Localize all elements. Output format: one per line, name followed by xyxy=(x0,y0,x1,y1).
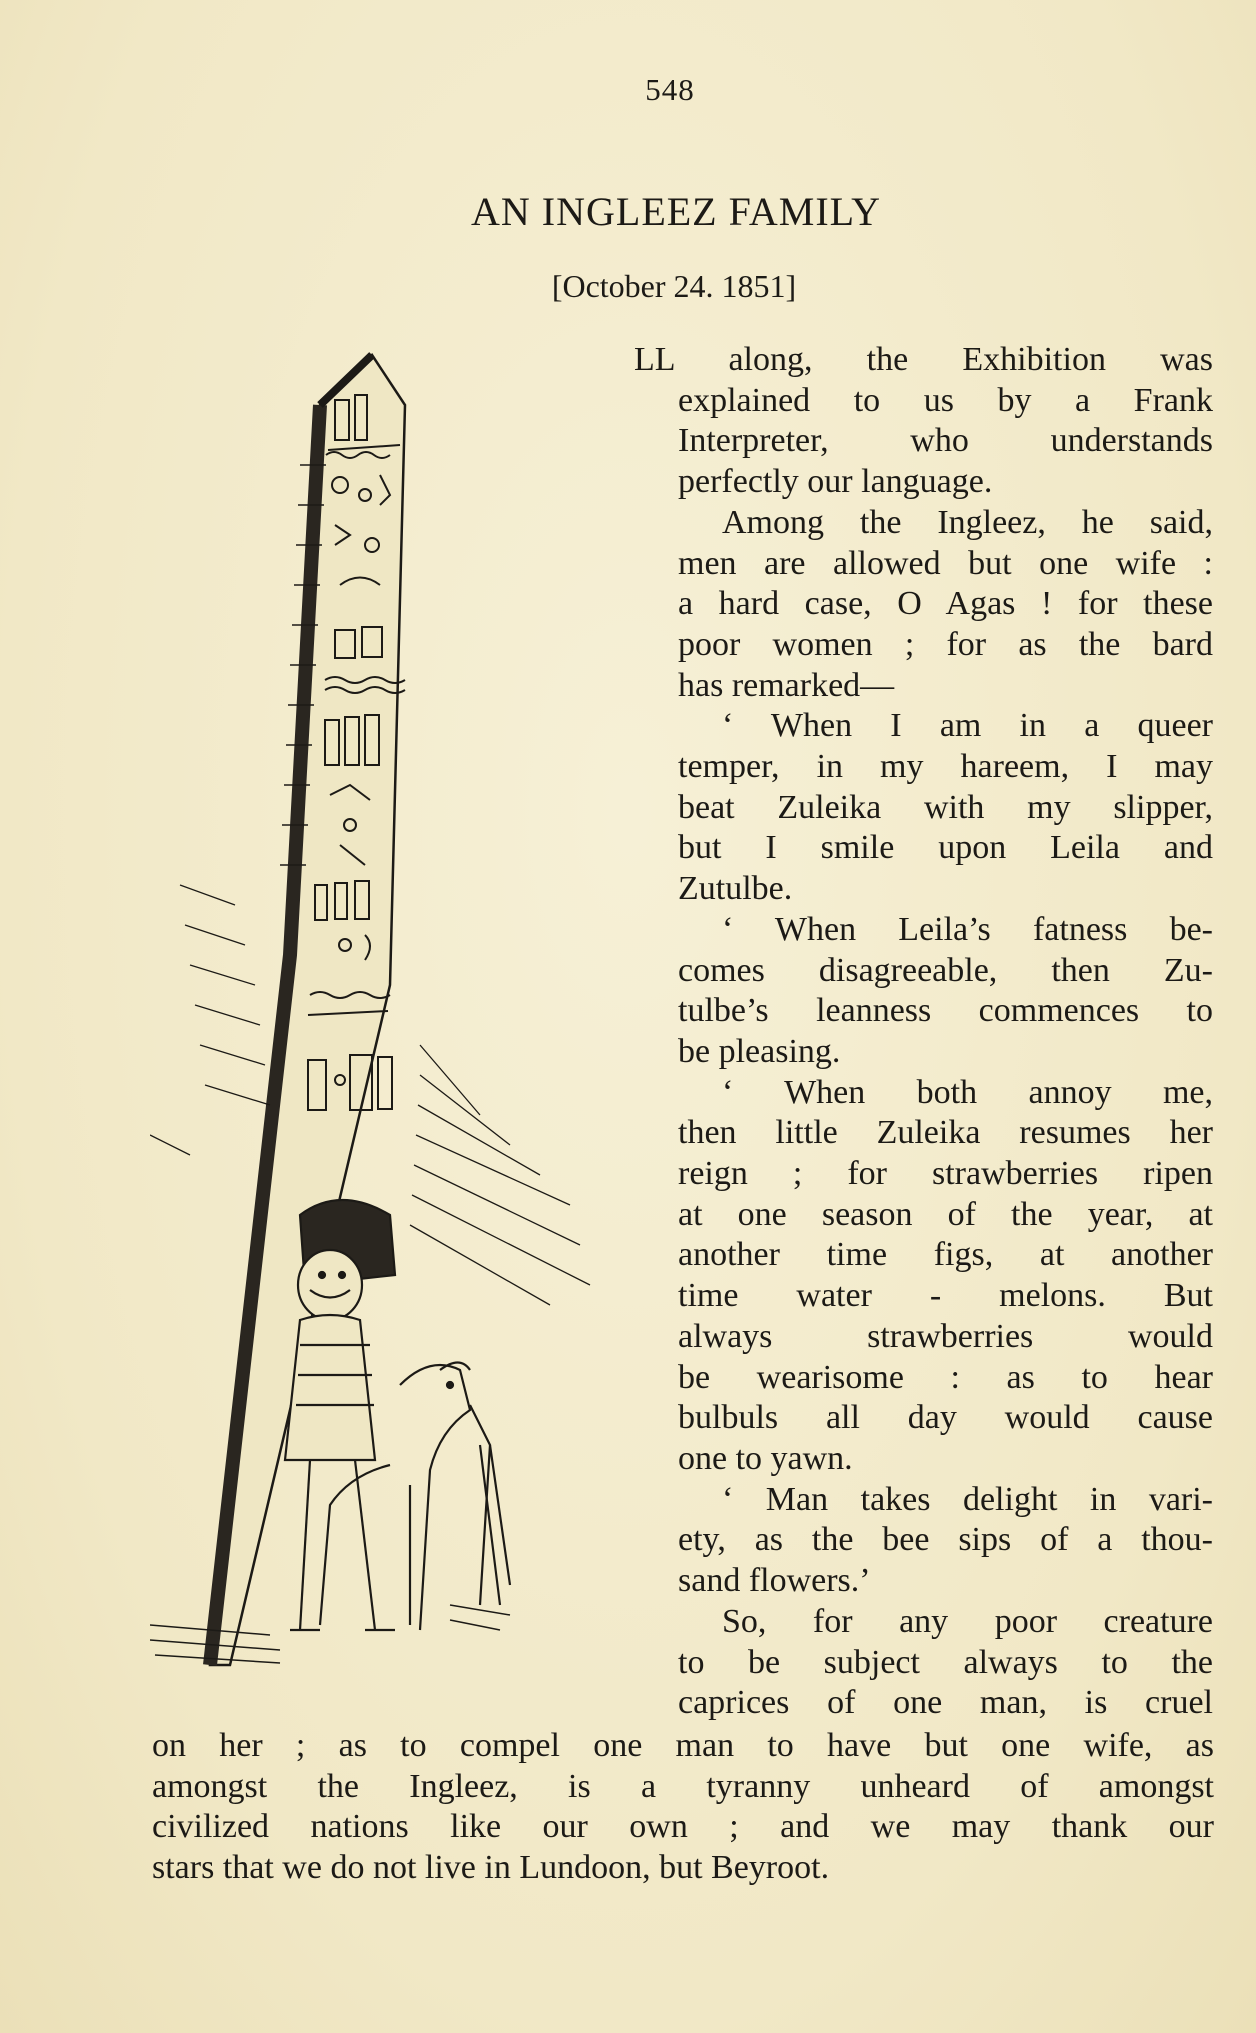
body-text-line: always strawberries would xyxy=(678,1317,1213,1355)
body-text-line: but I smile upon Leila and xyxy=(678,829,1213,867)
body-text-line: reign ; for strawberries ripen xyxy=(678,1155,1213,1193)
body-text-line: So, for any poor creature xyxy=(722,1602,1213,1640)
bottom-text-line: civilized nations like our own ; and we may thank our xyxy=(152,1808,1214,1846)
chapter-date: [October 24. 1851] xyxy=(551,268,797,304)
body-text-line: men are allowed but one wife : xyxy=(678,544,1213,582)
body-text-line: time water - melons. But xyxy=(678,1277,1213,1315)
body-text-line: a hard case, O Agas ! for these xyxy=(678,585,1213,623)
body-text-line: ‘ When both annoy me, xyxy=(722,1073,1213,1111)
body-text-line: ety, as the bee sips of a thou- xyxy=(678,1521,1213,1559)
body-text-line: ‘ When I am in a queer xyxy=(722,707,1213,745)
body-text-line: Zutulbe. xyxy=(678,870,793,908)
body-text-line: temper, in my hareem, I may xyxy=(678,748,1213,786)
bottom-text-line: on her ; as to compel one man to have but one wife, as xyxy=(152,1727,1214,1764)
body-text-line: to be subject always to the xyxy=(678,1643,1213,1681)
body-text-line: perfectly our language. xyxy=(678,463,993,501)
body-text-line: sand flowers.’ xyxy=(678,1562,871,1600)
body-text-column xyxy=(634,340,1213,1724)
bottom-text-line: stars that we do not live in Lundoon, but Beyroot. xyxy=(152,1849,830,1887)
body-text-line: ‘ When Leila’s fatness be- xyxy=(722,910,1213,948)
body-text-line: Among the Ingleez, he said, xyxy=(722,503,1213,541)
body-text-line: poor women ; for as the bard xyxy=(678,625,1213,663)
body-text-line: beat Zuleika with my slipper, xyxy=(678,788,1213,826)
bottom-text-line: amongst the Ingleez, is a tyranny unheard of amongst xyxy=(152,1767,1214,1805)
body-text-line: ‘ Man takes delight in vari- xyxy=(722,1480,1213,1518)
body-text-line: be wearisome : as to hear xyxy=(678,1358,1213,1396)
body-text-line: one to yawn. xyxy=(678,1439,853,1477)
body-text-line: at one season of the year, at xyxy=(678,1195,1213,1233)
page-number: 548 xyxy=(645,72,695,107)
body-text-line: explained to us by a Frank xyxy=(678,381,1213,419)
body-text-line: comes disagreeable, then Zu- xyxy=(678,951,1213,989)
chapter-title: AN INGLEEZ FAMILY xyxy=(471,189,881,234)
body-text-full-width xyxy=(152,1726,1214,1889)
body-text-line: be pleasing. xyxy=(678,1032,841,1070)
body-text-line: tulbe’s leanness commences to xyxy=(678,992,1213,1030)
body-text-line: then little Zuleika resumes her xyxy=(678,1114,1213,1152)
body-text-line: LL along, the Exhibition was xyxy=(634,341,1213,378)
body-text-line: bulbuls all day would cause xyxy=(678,1399,1213,1437)
obelisk-illustration xyxy=(150,345,640,1685)
body-text-line: caprices of one man, is cruel xyxy=(678,1684,1213,1722)
ground-hatching xyxy=(150,1605,510,1663)
body-text-line: another time figs, at another xyxy=(678,1236,1213,1274)
body-text-line: has remarked— xyxy=(678,666,895,704)
body-text-line: Interpreter, who understands xyxy=(678,422,1213,460)
